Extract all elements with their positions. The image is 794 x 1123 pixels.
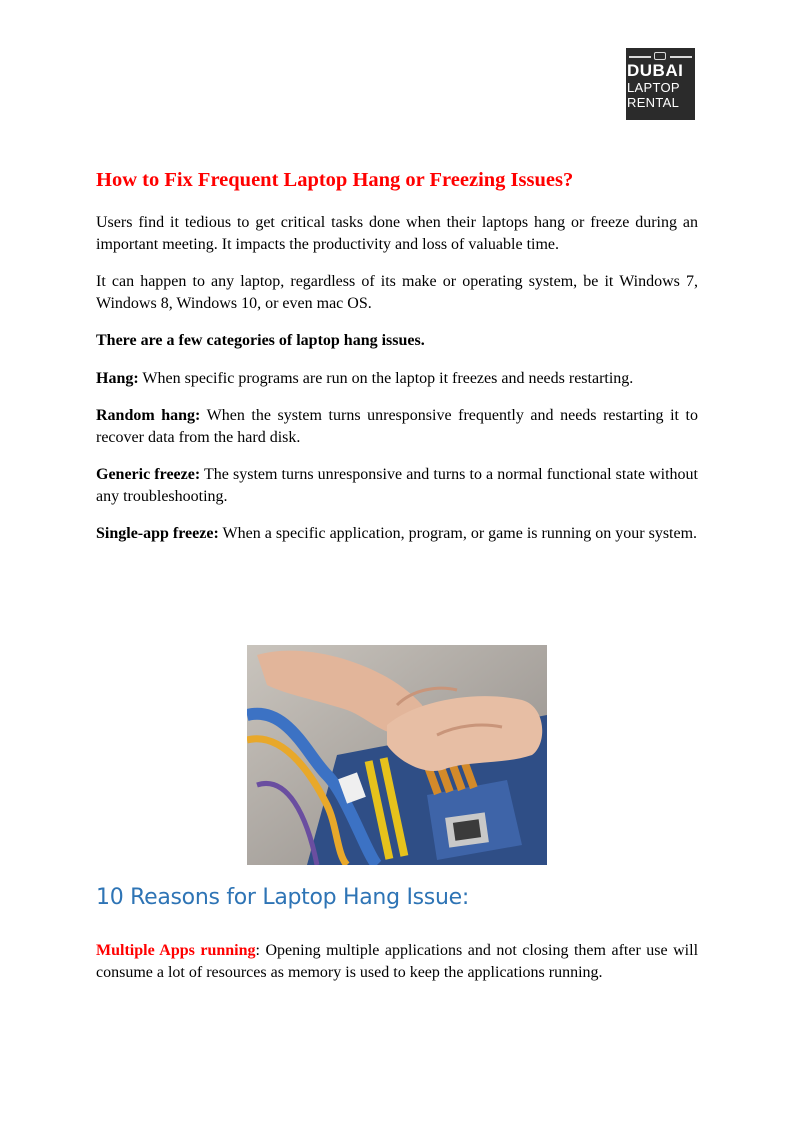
reason-multiple-apps: Multiple Apps running: Opening multiple applications and not closing them after use will consume a lot of resources as memory is used to keep the applications running.: [96, 942, 699, 981]
intro-paragraph-2: It can happen to any laptop, regardless of its make or operating system, be it Windows 7, Windows 8, Windows 10, or even mac OS.: [96, 273, 698, 312]
logo-line-3: RENTAL: [627, 95, 680, 110]
page-title: How to Fix Frequent Laptop Hang or Freezing Issues?: [96, 169, 574, 191]
intro-paragraph-1: Users find it tedious to get critical tasks done when their laptops hang or freeze during an important meeting. It impacts the productivity and loss of valuable time.: [96, 214, 698, 253]
logo-line-2: LAPTOP: [627, 80, 680, 95]
category-hang: Hang: When specific programs are run on the laptop it freezes and needs restarting.: [96, 369, 634, 387]
article-body: [96, 166, 698, 561]
motherboard-repair-photo: [247, 645, 547, 865]
categories-heading: There are a few categories of laptop hang issues.: [96, 332, 425, 349]
category-generic-freeze: Generic freeze: The system turns unresponsive and turns to a normal functional state without any troubleshooting.: [96, 466, 698, 505]
category-single-app-freeze: Single-app freeze: When a specific application, program, or game is running on your system.: [96, 525, 698, 542]
reasons-heading: 10 Reasons for Laptop Hang Issue:: [96, 885, 469, 910]
category-random-hang: Random hang: When the system turns unresponsive frequently and needs restarting it to recover data from the hard disk.: [96, 407, 698, 446]
laptop-icon: [626, 52, 695, 62]
company-logo: [626, 48, 695, 120]
logo-line-1: DUBAI: [627, 61, 684, 80]
